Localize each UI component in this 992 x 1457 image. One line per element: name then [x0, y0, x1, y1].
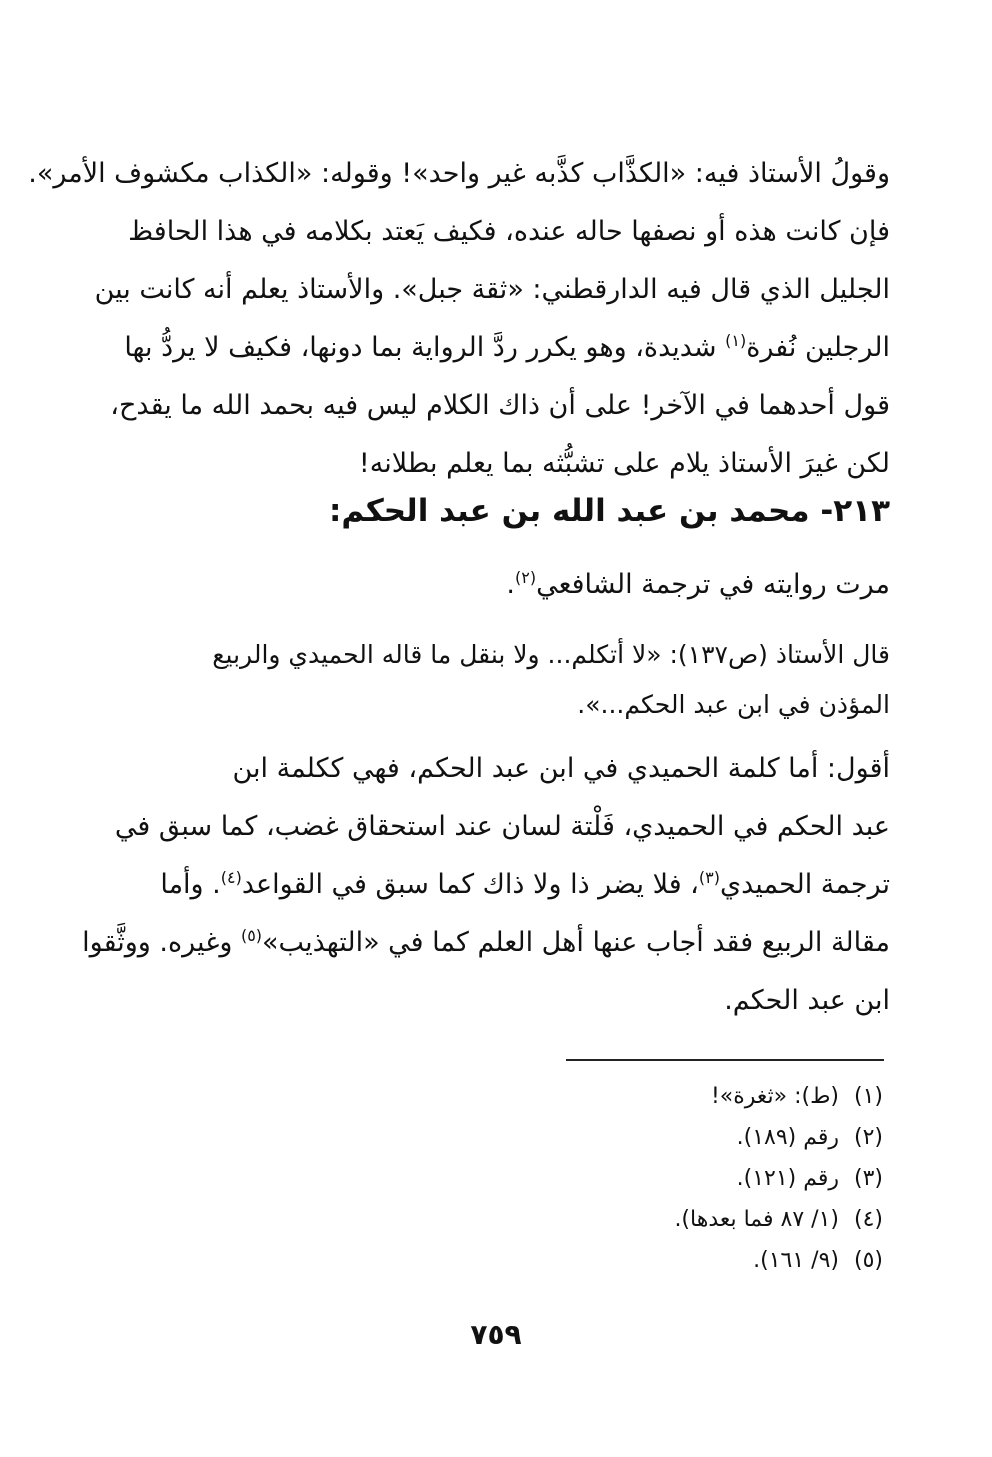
footnote-number: (٥): [853, 1248, 883, 1273]
text-line: المؤذن في ابن عبد الحكم...».: [577, 690, 890, 719]
paragraph-ustadh-statement: [28, 145, 890, 493]
footnote-ref-5: (٥): [240, 926, 263, 945]
text-line: لكن غيرَ الأستاذ يلام على تشبُّثه بما يعلم بطلانه!: [358, 448, 890, 479]
footnote-item: [300, 1117, 883, 1158]
text-fragment: ، فلا يضر ذا ولا ذاك كما سبق في القواعد: [241, 869, 699, 900]
footnote-number: (٣): [853, 1166, 883, 1191]
text-fragment: وغيره. ووثَّقوا: [82, 927, 241, 958]
footnote-text: رقم (١٨٩).: [736, 1125, 839, 1150]
footnote-number: (٤): [853, 1207, 883, 1232]
entry-heading: ٢١٣- محمد بن عبد الله بن عبد الحكم:: [328, 493, 890, 529]
footnote-item: [300, 1240, 883, 1281]
text-line: الجليل الذي قال فيه الدارقطني: «ثقة جبل». والأستاذ يعلم أنه كانت بين: [94, 274, 890, 305]
footnote-ref-3: (٣): [698, 868, 720, 887]
footnote-item: [300, 1199, 883, 1240]
footnote-separator: [566, 1059, 884, 1061]
footnote-ref-4: (٤): [220, 868, 242, 887]
text-line: [100, 560, 890, 610]
footnote-ref-1: (١): [725, 331, 747, 350]
text-line: [82, 914, 890, 972]
footnote-item: [300, 1076, 883, 1117]
text-line: وقولُ الأستاذ فيه: «الكذَّاب كذَّبه غير واحد»! وقوله: «الكذاب مكشوف الأمر».: [28, 158, 890, 189]
text-line: قول أحدهما في الآخر! على أن ذاك الكلام ليس فيه بحمد الله ما يقدح،: [110, 390, 890, 421]
text-fragment: . وأما: [160, 869, 221, 900]
text-line: قال الأستاذ (ص١٣٧): «لا أتكلم... ولا بنقل ما قاله الحميدي والربيع: [212, 640, 890, 669]
text-line: [100, 319, 890, 377]
text-fragment: .: [506, 569, 515, 600]
text-line: فإن كانت هذه أو نصفها حاله عنده، فكيف يَعتد بكلامه في هذا الحافظ: [128, 216, 890, 247]
paragraph-quote: [100, 630, 890, 730]
paragraph-response: [82, 740, 890, 1030]
footnote-text: (٩/ ١٦١).: [753, 1248, 839, 1273]
page-number: ٧٥٩: [470, 1318, 522, 1351]
footnote-number: (٢): [853, 1125, 883, 1150]
text-line: ابن عبد الحكم.: [724, 985, 890, 1016]
footnotes: [300, 1076, 883, 1281]
footnote-text: (ط): «ثغرة»!: [710, 1084, 839, 1109]
footnote-text: (١/ ٨٧ فما بعدها).: [674, 1207, 839, 1232]
footnote-number: (١): [853, 1084, 883, 1109]
footnote-ref-2: (٢): [515, 568, 537, 587]
text-line: أقول: أما كلمة الحميدي في ابن عبد الحكم، فهي ككلمة ابن: [232, 753, 890, 784]
text-fragment: الرجلين نُفرة: [746, 332, 890, 363]
footnote-text: رقم (١٢١).: [736, 1166, 839, 1191]
text-line: عبد الحكم في الحميدي، فَلْتة لسان عند استحقاق غضب، كما سبق في: [114, 811, 890, 842]
paragraph-narration: [100, 560, 890, 610]
text-fragment: مرت روايته في ترجمة الشافعي: [536, 569, 890, 600]
text-fragment: شديدة، وهو يكرر ردَّ الرواية بما دونها، فكيف لا يردُّ بها: [124, 332, 726, 363]
text-line: [100, 856, 890, 914]
text-fragment: ترجمة الحميدي: [720, 869, 890, 900]
text-fragment: مقالة الربيع فقد أجاب عنها أهل العلم كما في «التهذيب»: [262, 927, 890, 958]
footnote-item: [300, 1158, 883, 1199]
